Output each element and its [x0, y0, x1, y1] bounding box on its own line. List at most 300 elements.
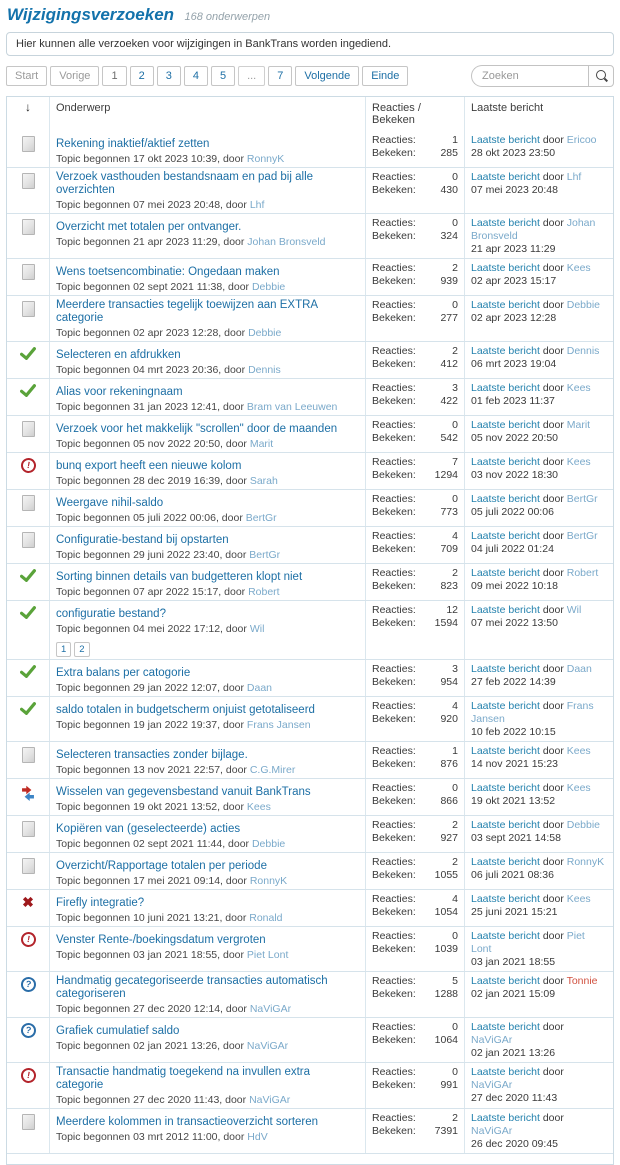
last-post-author-link[interactable]: Tonnie [566, 975, 598, 987]
topic-status-cell [7, 296, 49, 341]
last-post-link[interactable]: Laatste bericht [471, 1112, 540, 1124]
views-label: Bekeken: [372, 758, 416, 770]
replies-count: 3 [452, 663, 458, 675]
views-stat [372, 506, 458, 519]
replies-count: 0 [452, 1066, 458, 1078]
last-post-date: 25 juni 2021 15:21 [471, 906, 558, 918]
views-stat [372, 713, 458, 726]
replies-stat [372, 745, 458, 758]
page-button-5[interactable]: 5 [211, 66, 235, 86]
topic-title-link[interactable]: bunq export heeft een nieuwe kolom [56, 460, 242, 472]
question-icon: ? [20, 1022, 37, 1039]
topic-started-text: Topic begonnen 04 mei 2022 17:12, door [56, 623, 247, 635]
last-post-link[interactable]: Laatste bericht [471, 217, 540, 229]
topic-meta [56, 1040, 359, 1052]
topic-meta [56, 801, 359, 813]
topic-started-text: Topic begonnen 03 jan 2021 18:55, door [56, 949, 244, 961]
last-post-author-link[interactable]: Kees [566, 745, 591, 757]
last-post-link[interactable]: Laatste bericht [471, 382, 540, 394]
door-text: door [542, 930, 564, 942]
stats-cell [365, 527, 464, 563]
last-post-author-link[interactable]: Wil [566, 604, 582, 616]
door-text: door [542, 1112, 564, 1124]
topic-title-link[interactable]: Meerdere kolommen in transactieoverzicht sorteren [56, 1116, 319, 1128]
topic-meta [56, 438, 359, 450]
last-post-author-link[interactable]: Kees [566, 262, 591, 274]
views-label: Bekeken: [372, 795, 416, 807]
topic-title-link[interactable]: Wens toetsencombinatie: Ongedaan maken [56, 266, 280, 278]
replies-stat [372, 456, 458, 469]
last-post-cell [464, 453, 613, 489]
replies-label: Reacties: [372, 663, 416, 675]
topic-author-link[interactable]: NaViGAr [249, 1094, 291, 1106]
topic-status-cell [7, 490, 49, 526]
stats-cell [365, 972, 464, 1017]
topic-title-link[interactable]: Extra balans per catogorie [56, 667, 191, 679]
last-post-cell [464, 564, 613, 600]
last-post-author-link[interactable]: Dennis [566, 345, 600, 357]
page-button-1[interactable]: 1 [102, 66, 126, 86]
door-text: door [542, 700, 564, 712]
page-button-7[interactable]: 7 [268, 66, 292, 86]
views-count: 920 [440, 713, 458, 725]
last-post-link[interactable]: Laatste bericht [471, 856, 540, 868]
last-post-author-link[interactable]: NaViGAr [471, 1034, 513, 1046]
search-button[interactable] [588, 65, 614, 87]
views-count: 1288 [434, 988, 458, 1000]
topic-page-button-2[interactable]: 2 [74, 642, 89, 657]
last-post-date: 02 jan 2021 13:26 [471, 1047, 556, 1059]
last-post-cell [464, 416, 613, 452]
topic-cell [49, 1018, 365, 1062]
topic-cell [49, 296, 365, 341]
replies-count: 2 [452, 345, 458, 357]
topic-started-text: Topic begonnen 17 okt 2023 10:39, door [56, 153, 244, 165]
topic-meta [56, 327, 359, 339]
topic-author-link[interactable]: NaViGAr [249, 1003, 292, 1015]
last-post-author-link[interactable]: Johan Bronsveld [471, 217, 596, 242]
last-post-date: 14 nov 2021 15:23 [471, 758, 558, 770]
topic-author-link[interactable]: BertGr [249, 549, 281, 561]
header-stats: Reacties / Bekeken [365, 97, 464, 131]
views-count: 285 [440, 147, 458, 159]
last-post-date: 06 mrt 2023 19:04 [471, 358, 557, 370]
topic-author-link[interactable]: Debbie [248, 327, 282, 339]
topic-author-link[interactable]: C.G.Mirer [249, 764, 296, 776]
last-post-cell [464, 890, 613, 926]
replies-count: 0 [452, 299, 458, 311]
topic-title-link[interactable]: Configuratie-bestand bij opstarten [56, 534, 229, 546]
views-stat [372, 617, 458, 630]
last-post-author-link[interactable]: Kees [566, 782, 591, 794]
views-stat [372, 580, 458, 593]
page-header [7, 5, 613, 25]
topic-title-link[interactable]: Alias voor rekeningnaam [56, 386, 183, 398]
replies-label: Reacties: [372, 567, 416, 579]
replies-count: 2 [452, 819, 458, 831]
topic-author-link[interactable]: RonnyK [249, 875, 288, 887]
replies-count: 2 [452, 856, 458, 868]
last-post-author-link[interactable]: Lhf [566, 171, 582, 183]
table-row [7, 815, 613, 852]
topic-status-cell [7, 927, 49, 971]
topic-title-link[interactable]: Overzicht/Rapportage totalen per periode [56, 860, 267, 872]
topic-cell [49, 259, 365, 295]
views-stat [372, 275, 458, 288]
stats-cell [365, 1063, 464, 1108]
forum-description: Hier kunnen alle verzoeken voor wijzigingen in BankTrans worden ingediend. [6, 32, 614, 56]
topic-cell [49, 853, 365, 889]
last-post-link[interactable]: Laatste bericht [471, 663, 540, 675]
door-text: door [542, 782, 564, 794]
views-stat [372, 906, 458, 919]
topic-author-link[interactable]: Dennis [248, 364, 281, 376]
topic-status-cell [7, 601, 49, 659]
topic-author-link[interactable]: Debbie [251, 838, 286, 850]
table-row [7, 378, 613, 415]
topic-title-link[interactable]: Selecteren transacties zonder bijlage. [56, 749, 248, 761]
last-post-link[interactable]: Laatste bericht [471, 419, 540, 431]
door-text: door [542, 530, 564, 542]
topic-author-link[interactable]: Sarah [249, 475, 278, 487]
topic-title-link[interactable]: Sorting binnen details van budgetteren klopt niet [56, 571, 303, 583]
topic-cell [49, 972, 365, 1017]
replies-label: Reacties: [372, 456, 416, 468]
last-post-link[interactable]: Laatste bericht [471, 493, 540, 505]
last-post-link[interactable]: Laatste bericht [471, 745, 540, 757]
views-stat [372, 869, 458, 882]
views-count: 1294 [434, 469, 458, 481]
last-post-date: 27 feb 2022 14:39 [471, 676, 556, 688]
last-post-author-link[interactable]: Kees [566, 456, 591, 468]
views-count: 773 [440, 506, 458, 518]
topic-cell [49, 527, 365, 563]
topic-author-link[interactable]: Debbie [251, 281, 286, 293]
last-post-cell [464, 131, 613, 167]
exclamation-icon: ! [19, 931, 36, 948]
replies-stat [372, 382, 458, 395]
topic-title-link[interactable]: Overzicht met totalen per ontvanger. [56, 221, 242, 233]
topic-author-link[interactable]: RonnyK [246, 153, 285, 165]
last-post-author-link[interactable]: Frans Jansen [471, 700, 594, 725]
last-post-author-link[interactable]: RonnyK [566, 856, 605, 868]
last-post-link[interactable]: Laatste bericht [471, 456, 540, 468]
stats-cell [365, 601, 464, 659]
last-post-link[interactable]: Laatste bericht [471, 930, 540, 942]
topic-cell [49, 168, 365, 213]
table-row [7, 131, 613, 167]
topic-author-link[interactable]: Wil [249, 623, 265, 635]
topic-status-cell [7, 342, 49, 378]
page-button-4[interactable]: 4 [184, 66, 208, 86]
topic-title-link[interactable]: Grafiek cumulatief saldo [56, 1025, 180, 1037]
last-post-date: 01 feb 2023 11:37 [471, 395, 555, 407]
replies-label: Reacties: [372, 493, 416, 505]
page-button-volgende[interactable]: Volgende [295, 66, 359, 86]
last-post-author-link[interactable]: Robert [566, 567, 599, 579]
replies-stat [372, 530, 458, 543]
table-row [7, 341, 613, 378]
last-post-date: 06 juli 2021 08:36 [471, 869, 554, 881]
topic-title-link[interactable]: configuratie bestand? [56, 608, 166, 620]
page-button-2[interactable]: 2 [130, 66, 154, 86]
topic-meta [56, 236, 359, 248]
replies-count: 5 [452, 975, 458, 987]
table-row [7, 852, 613, 889]
topic-meta [56, 364, 359, 376]
topic-table [6, 96, 614, 1165]
last-post-link[interactable]: Laatste bericht [471, 262, 540, 274]
topic-author-link[interactable]: HdV [247, 1131, 268, 1143]
topic-title-link[interactable]: Weergave nihil-saldo [56, 497, 164, 509]
topic-status-cell [7, 660, 49, 696]
views-count: 1064 [434, 1034, 458, 1046]
last-post-link[interactable]: Laatste bericht [471, 567, 540, 579]
search-box [471, 65, 614, 87]
replies-stat [372, 1112, 458, 1125]
last-post-link[interactable]: Laatste bericht [471, 299, 540, 311]
paper-icon [22, 1114, 35, 1130]
last-post-date: 28 okt 2023 23:50 [471, 147, 556, 159]
replies-label: Reacties: [372, 419, 416, 431]
replies-label: Reacties: [372, 262, 416, 274]
stats-cell [365, 742, 464, 778]
topic-started-text: Topic begonnen 05 nov 2022 20:50, door [56, 438, 247, 450]
replies-count: 0 [452, 419, 458, 431]
last-post-date: 07 mei 2023 20:48 [471, 184, 558, 196]
topic-author-link[interactable]: Ronald [249, 912, 283, 924]
sort-descending-icon[interactable]: ↓ [25, 100, 31, 114]
topic-title-link[interactable]: Venster Rente-/boekingsdatum vergroten [56, 934, 266, 946]
last-post-author-link[interactable]: Marit [566, 419, 591, 431]
topic-started-text: Topic begonnen 07 apr 2022 15:17, door [56, 586, 246, 598]
views-label: Bekeken: [372, 713, 416, 725]
replies-stat [372, 493, 458, 506]
last-post-author-link[interactable]: Debbie [566, 819, 601, 831]
topic-title-link[interactable]: Selecteren en afdrukken [56, 349, 181, 361]
views-label: Bekeken: [372, 832, 416, 844]
topic-started-text: Topic begonnen 10 juni 2021 13:21, door [56, 912, 247, 924]
replies-label: Reacties: [372, 299, 416, 311]
topic-title-link[interactable]: Transactie handmatig toegekend na invullen extra categorie [56, 1066, 311, 1091]
replies-label: Reacties: [372, 134, 416, 146]
stats-cell [365, 490, 464, 526]
x-mark-icon: ✖ [22, 894, 34, 910]
topic-author-link[interactable]: NaViGAr [246, 1040, 289, 1052]
last-post-link[interactable]: Laatste bericht [471, 893, 540, 905]
last-post-author-link[interactable]: Ericoo [566, 134, 597, 146]
replies-label: Reacties: [372, 530, 416, 542]
replies-count: 4 [452, 530, 458, 542]
topic-author-link[interactable]: Robert [248, 586, 280, 598]
topic-title-link[interactable]: Wisselen van gegevensbestand vanuit BankTrans [56, 786, 311, 798]
door-text: door [542, 262, 564, 274]
topic-started-text: Topic begonnen 05 juli 2022 00:06, door [56, 512, 243, 524]
topic-cell [49, 890, 365, 926]
replies-stat [372, 782, 458, 795]
magnifier-icon [596, 70, 606, 80]
topic-author-link[interactable]: Frans Jansen [246, 719, 311, 731]
last-post-date: 03 sept 2021 14:58 [471, 832, 561, 844]
topic-author-link[interactable]: BertGr [245, 512, 277, 524]
last-post-link[interactable]: Laatste bericht [471, 782, 540, 794]
topic-cell [49, 742, 365, 778]
stats-cell [365, 131, 464, 167]
last-post-link[interactable]: Laatste bericht [471, 345, 540, 357]
replies-stat [372, 171, 458, 184]
topic-status-cell [7, 972, 49, 1017]
topic-meta [56, 475, 359, 487]
last-post-date: 26 dec 2020 09:45 [471, 1138, 558, 1150]
table-row [7, 295, 613, 341]
door-text: door [542, 299, 564, 311]
topic-title-link[interactable]: Verzoek voor het makkelijk "scrollen" door de maanden [56, 423, 338, 435]
last-post-author-link[interactable]: Kees [566, 382, 591, 394]
last-post-author-link[interactable]: NaViGAr [471, 1125, 513, 1137]
last-post-date: 05 juli 2022 00:06 [471, 506, 554, 518]
topic-meta [56, 1131, 359, 1143]
last-post-cell [464, 779, 613, 815]
pagination [6, 66, 411, 86]
door-text: door [542, 975, 564, 987]
table-row [7, 889, 613, 926]
last-post-author-link[interactable]: BertGr [566, 493, 598, 505]
views-label: Bekeken: [372, 312, 416, 324]
topic-meta [56, 623, 359, 635]
topic-started-text: Topic begonnen 31 jan 2023 12:41, door [56, 401, 244, 413]
table-row [7, 415, 613, 452]
views-label: Bekeken: [372, 617, 416, 629]
last-post-date: 07 mei 2022 13:50 [471, 617, 558, 629]
topic-page-button-1[interactable]: 1 [56, 642, 71, 657]
topic-title-link[interactable]: Meerdere transacties tegelijk toewijzen aan EXTRA categorie [56, 299, 318, 324]
page-button-einde[interactable]: Einde [362, 66, 408, 86]
topic-author-link[interactable]: Kees [246, 801, 271, 813]
topic-meta [56, 153, 359, 165]
topic-cell [49, 453, 365, 489]
stats-cell [365, 660, 464, 696]
last-post-link[interactable]: Laatste bericht [471, 975, 540, 987]
topic-author-link[interactable]: Marit [249, 438, 274, 450]
last-post-author-link[interactable]: Daan [566, 663, 592, 675]
views-stat [372, 1079, 458, 1092]
topic-status-cell [7, 168, 49, 213]
last-post-author-link[interactable]: Piet Lont [471, 930, 585, 955]
views-label: Bekeken: [372, 869, 416, 881]
last-post-date: 21 apr 2023 11:29 [471, 243, 556, 255]
last-post-cell [464, 1063, 613, 1108]
views-stat [372, 184, 458, 197]
paper-icon [22, 136, 35, 152]
views-count: 939 [440, 275, 458, 287]
replies-stat [372, 700, 458, 713]
table-row [7, 258, 613, 295]
topic-author-link[interactable]: Bram van Leeuwen [246, 401, 338, 413]
topic-cell [49, 379, 365, 415]
last-post-author-link[interactable]: BertGr [566, 530, 598, 542]
door-text: door [542, 893, 564, 905]
views-stat [372, 676, 458, 689]
topic-title-link[interactable]: Verzoek vasthouden bestandsnaam en pad bij alle overzichten [56, 171, 314, 196]
topic-title-link[interactable]: Handmatig gecategoriseerde transacties automatisch categoriseren [56, 975, 328, 1000]
last-post-link[interactable]: Laatste bericht [471, 819, 540, 831]
last-post-cell [464, 660, 613, 696]
door-text: door [542, 663, 564, 675]
last-post-link[interactable]: Laatste bericht [471, 1021, 540, 1033]
last-post-link[interactable]: Laatste bericht [471, 171, 540, 183]
topic-subpages [56, 639, 359, 657]
paper-icon [22, 858, 35, 874]
last-post-cell [464, 296, 613, 341]
last-post-author-link[interactable]: Debbie [566, 299, 601, 311]
last-post-date: 04 juli 2022 01:24 [471, 543, 554, 555]
last-post-date: 03 nov 2022 18:30 [471, 469, 558, 481]
table-row [7, 1108, 613, 1153]
topic-status-cell [7, 416, 49, 452]
topic-author-link[interactable]: Lhf [249, 199, 265, 211]
door-text: door [542, 567, 564, 579]
topic-meta [56, 838, 359, 850]
topic-author-link[interactable]: Daan [246, 682, 273, 694]
last-post-link[interactable]: Laatste bericht [471, 700, 540, 712]
last-post-author-link[interactable]: NaViGAr [471, 1079, 513, 1091]
topic-started-text: Topic begonnen 19 okt 2021 13:52, door [56, 801, 244, 813]
topic-title-link[interactable]: Kopiëren van (geselecteerde) acties [56, 823, 241, 835]
check-icon [20, 347, 36, 360]
last-post-link[interactable]: Laatste bericht [471, 530, 540, 542]
topic-title-link[interactable]: saldo totalen in budgetscherm onjuist getotaliseerd [56, 704, 315, 716]
replies-label: Reacties: [372, 382, 416, 394]
last-post-author-link[interactable]: Kees [566, 893, 591, 905]
topic-meta [56, 912, 359, 924]
last-post-cell [464, 742, 613, 778]
last-post-cell [464, 1018, 613, 1062]
topic-started-text: Topic begonnen 28 dec 2019 16:39, door [56, 475, 247, 487]
table-row [7, 213, 613, 258]
topic-meta [56, 719, 359, 731]
stats-cell [365, 416, 464, 452]
views-label: Bekeken: [372, 906, 416, 918]
page-button-3[interactable]: 3 [157, 66, 181, 86]
topic-started-text: Topic begonnen 27 dec 2020 11:43, door [56, 1094, 247, 1106]
replies-count: 0 [452, 930, 458, 942]
topic-author-link[interactable]: Johan Bronsveld [247, 236, 326, 248]
topic-title-link[interactable]: Rekening inaktief/aktief zetten [56, 138, 210, 150]
topic-status-cell [7, 853, 49, 889]
replies-stat [372, 663, 458, 676]
topic-title-link[interactable]: Firefly integratie? [56, 897, 145, 909]
topic-status-cell [7, 742, 49, 778]
last-post-link[interactable]: Laatste bericht [471, 1066, 540, 1078]
topic-started-text: Topic begonnen 02 jan 2021 13:26, door [56, 1040, 244, 1052]
topic-status-cell [7, 697, 49, 741]
question-icon: ? [20, 976, 37, 993]
views-stat [372, 1034, 458, 1047]
topic-meta [56, 401, 359, 413]
search-input[interactable] [471, 65, 588, 87]
replies-count: 2 [452, 567, 458, 579]
table-row [7, 926, 613, 971]
topic-author-link[interactable]: Piet Lont [246, 949, 289, 961]
replies-label: Reacties: [372, 217, 416, 229]
check-icon [20, 665, 36, 678]
last-post-link[interactable]: Laatste bericht [471, 604, 540, 616]
topic-started-text: Topic begonnen 03 mrt 2012 11:00, door [56, 1131, 245, 1143]
clipped-row [7, 1153, 613, 1164]
replies-count: 0 [452, 217, 458, 229]
last-post-link[interactable]: Laatste bericht [471, 134, 540, 146]
moved-topic-icon [20, 784, 36, 801]
